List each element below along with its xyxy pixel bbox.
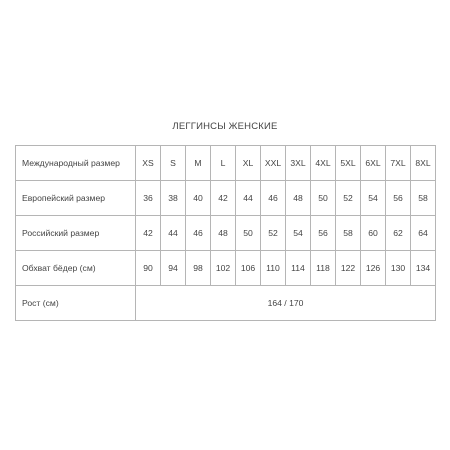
russian-size-row [16, 216, 436, 251]
table-cell: 56 [386, 181, 411, 216]
table-cell: 94 [161, 251, 186, 286]
height-row [16, 286, 436, 321]
table-cell: 38 [161, 181, 186, 216]
table-cell: 50 [236, 216, 261, 251]
table-cell: 58 [336, 216, 361, 251]
table-cell: 54 [286, 216, 311, 251]
table-cell: 106 [236, 251, 261, 286]
table-cell: 4XL [311, 146, 336, 181]
table-cell: 42 [211, 181, 236, 216]
row-label: Обхват бёдер (см) [16, 251, 136, 286]
table-cell: 48 [211, 216, 236, 251]
international-size-row [16, 146, 436, 181]
table-cell: 58 [411, 181, 436, 216]
row-label: Российский размер [16, 216, 136, 251]
table-cell: 62 [386, 216, 411, 251]
table-cell: 7XL [386, 146, 411, 181]
table-cell: L [211, 146, 236, 181]
table-cell: 48 [286, 181, 311, 216]
table-cell: 5XL [336, 146, 361, 181]
table-cell: 54 [361, 181, 386, 216]
table-cell: XS [136, 146, 161, 181]
table-cell: 46 [261, 181, 286, 216]
european-size-row [16, 181, 436, 216]
table-cell: 46 [186, 216, 211, 251]
table-cell: XL [236, 146, 261, 181]
table-cell: M [186, 146, 211, 181]
table-cell: S [161, 146, 186, 181]
table-cell: 118 [311, 251, 336, 286]
table-cell: 114 [286, 251, 311, 286]
row-label: Европейский размер [16, 181, 136, 216]
table-cell: 64 [411, 216, 436, 251]
table-cell: 98 [186, 251, 211, 286]
table-cell: 6XL [361, 146, 386, 181]
row-label: Рост (см) [16, 286, 136, 321]
table-cell: 3XL [286, 146, 311, 181]
table-cell: 56 [311, 216, 336, 251]
table-cell: 52 [336, 181, 361, 216]
table-cell: 40 [186, 181, 211, 216]
table-cell: 44 [161, 216, 186, 251]
table-cell: 36 [136, 181, 161, 216]
table-cell: XXL [261, 146, 286, 181]
height-value: 164 / 170 [136, 286, 436, 321]
table-cell: 50 [311, 181, 336, 216]
table-cell: 44 [236, 181, 261, 216]
table-cell: 126 [361, 251, 386, 286]
hip-girth-row [16, 251, 436, 286]
table-cell: 122 [336, 251, 361, 286]
table-cell: 134 [411, 251, 436, 286]
size-table-body [16, 146, 436, 321]
size-table [15, 145, 436, 321]
table-cell: 60 [361, 216, 386, 251]
table-cell: 110 [261, 251, 286, 286]
row-label: Международный размер [16, 146, 136, 181]
table-cell: 52 [261, 216, 286, 251]
table-cell: 90 [136, 251, 161, 286]
table-cell: 102 [211, 251, 236, 286]
table-cell: 8XL [411, 146, 436, 181]
table-cell: 42 [136, 216, 161, 251]
page-title: ЛЕГГИНСЫ ЖЕНСКИЕ [172, 121, 278, 132]
table-cell: 130 [386, 251, 411, 286]
